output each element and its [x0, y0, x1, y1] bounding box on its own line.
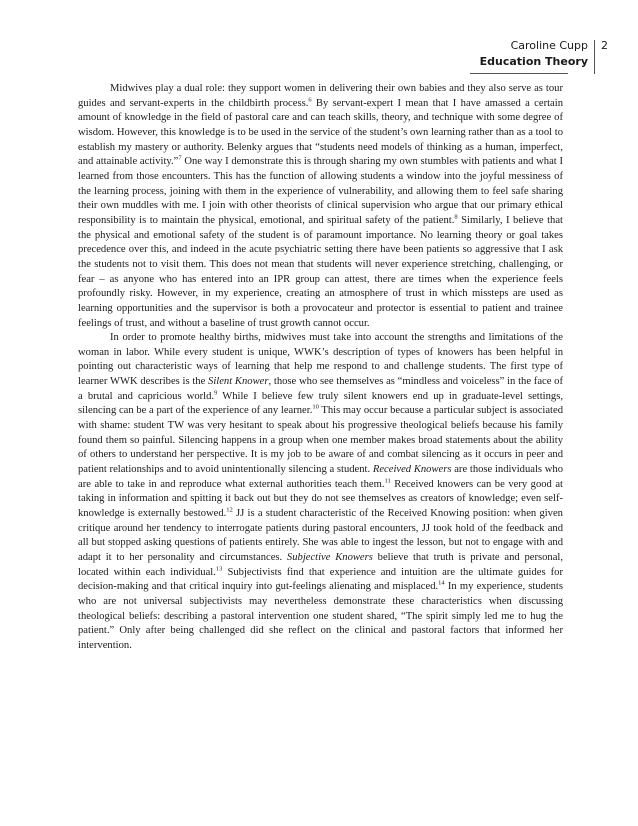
text-run: One way I demonstrate this is through sharing my own stumbles with patients and what I learned from those encounters. This has the function of allowing students a window into the joyful messiness of the learning process, joining with them in the experience of vulnerability, and allowing them to feel safe sharing their own muddles with me. I join with other theorists of clinical supervision who argue that our primary ethical responsibility is to maintain the physical, emotional, and spiritual safety of the patient. [78, 156, 563, 226]
text-run: In my experience, students who are not universal subjectivists may nevertheless demonstrate these characteristics when discussing theological beliefs: describing a pastoral intervention one student shared, “The spirit simply led me to hug the patient.” Only after being challenged did she reflect on the clinical and pastoral factors that informed her intervention. [78, 581, 563, 651]
header-course: Education Theory [479, 55, 588, 68]
emphasis-term: Silent Knower [208, 376, 269, 388]
footnote-ref: 6 [308, 96, 312, 104]
text-run: In order to promote healthy births, midwives must take into account the strengths and limitations of the woman in labor. While every student is unique, WWK’s description of types of knowers has been helpful in pointing out characteristic ways of learning that help me respond to and challenge students. The first type of learner WWK describes is the [78, 332, 563, 388]
header-underline [470, 73, 568, 74]
page-number: 2 [601, 39, 608, 52]
emphasis-term: Received Knowers [372, 464, 452, 476]
paragraph-1 [78, 82, 563, 331]
header-author: Caroline Cupp [510, 39, 588, 52]
footnote-ref: 12 [226, 506, 233, 514]
footnote-ref: 14 [438, 579, 445, 587]
header-text [480, 38, 594, 70]
text-run: Midwives play a dual role: they support women in delivering their own babies and they also serve as tour guides and servant-experts in the childbirth process. [78, 83, 563, 109]
emphasis-term: Subjective Knowers [286, 552, 373, 563]
footnote-ref: 7 [178, 154, 182, 162]
paragraph-2 [78, 331, 563, 653]
footnote-ref: 8 [454, 213, 458, 221]
text-run: This may occur because a particular subject is associated with shame: student TW was very hesitant to speak about his progressive theological beliefs because his family found them so painful. Silencing happens in a group when one member makes broad statements about the ability of others to understand her perspective. It is my job to be aware of and combat silencing as it occurs in peer and patient relationships and to avoid unintentionally silencing a student. [78, 405, 563, 476]
text-run: , those who see themselves as “mindless and voiceless” in the face of a brutal and capricious world. [78, 376, 564, 402]
footnote-ref: 9 [214, 389, 218, 397]
document-body [78, 82, 563, 654]
text-run: By servant-expert I mean that I have amassed a certain amount of knowledge in the field of pastoral care and can teach skills, theory, and technique with some degree of wisdom. However, this knowledge is to be used in the service of the student’s own learning rather than as a tool to establish my mastery or authority. Belenky argues that “students need models of thinking as a human, imperfect, and attainable activity.” [78, 97, 563, 168]
text-run: JJ is a student characteristic of the Received Knowing position: when given critique around her tendency to interrogate patients during pastoral encounters, JJ took hold of the feedback and all but stopped asking questions of patients entirely. She was able to ingest the lesson, but not to engage with and adapt it to her personality and circumstances. [78, 508, 563, 563]
page-header [480, 38, 608, 74]
text-run: are those individuals who are able to take in and reproduce what external authorities teach them. [78, 464, 564, 490]
footnote-ref: 10 [312, 403, 319, 411]
footnote-ref: 11 [384, 477, 391, 485]
footnote-ref: 13 [215, 565, 223, 573]
text-run: Similarly, I believe that the physical and emotional safety of the student is of paramount importance. No learning theory or goal takes precedence over this, and indeed in the acute psychiatric setting there have been patients so aggressive that I ask the students not to visit them. This does not mean that students will never experience stretching, challenging, or fear – as anyone who has entered into an IPR group can attest, there are times when the experience feels profoundly risky. However, in my experience, creating an atmosphere of trust in which missteps are used as learning opportunities and the supervisor is both a provocateur and protector is essential to patient and trainee feelings of trust, and without a baseline of trust growth cannot occur. [78, 214, 563, 329]
text-run: Subjectivists find that experience and intuition are the ultimate guides for decision-making and that critical inquiry into gut-feelings alienating and misplaced. [78, 566, 563, 593]
text-run: While I believe few truly silent knowers end up in graduate-level settings, silencing can be a part of the experience of any learner. [78, 390, 563, 417]
text-run: believe that truth is private and personal, located within each individual. [78, 552, 563, 578]
text-run: Received knowers can be very good at taking in information and spitting it back out but they do not see themselves as creators of knowledge; even self-knowledge is externally bestowed. [78, 478, 563, 520]
